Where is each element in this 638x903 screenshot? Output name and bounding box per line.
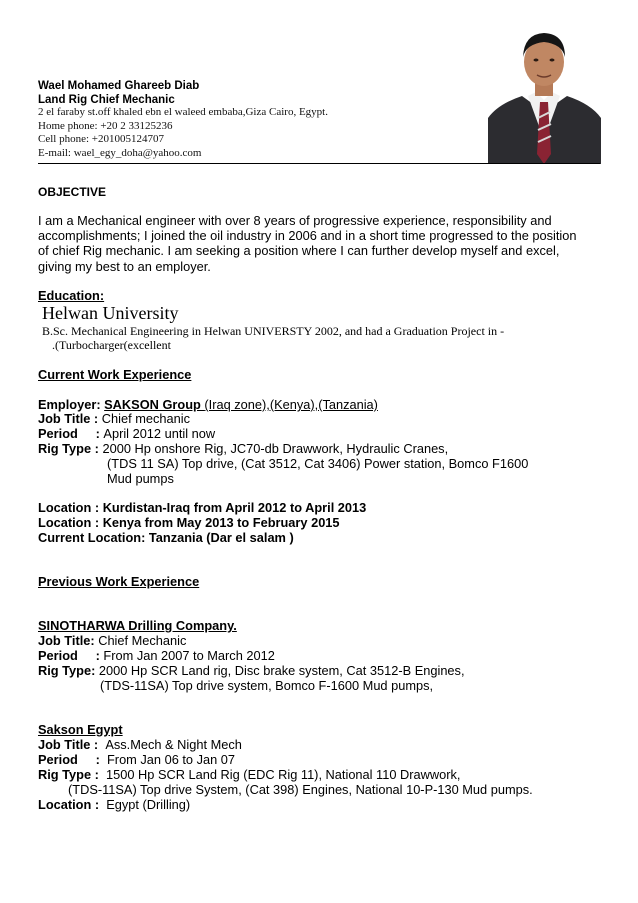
sino-period-value: From Jan 2007 to March 2012 xyxy=(103,648,275,663)
education-heading: Education: xyxy=(38,288,105,303)
job-title-line xyxy=(38,411,190,426)
objective-line: I am a Mechanical engineer with over 8 years of progressive experience, responsibility and xyxy=(38,213,552,228)
se-period-value: From Jan 06 to Jan 07 xyxy=(106,752,236,767)
se-location-value: Egypt (Drilling) xyxy=(106,797,191,812)
employer-name: SAKSON Group xyxy=(104,397,205,412)
job-title-label: Job Title : xyxy=(38,411,102,426)
sino-period-label: Period : xyxy=(38,648,104,663)
previous-work-heading: Previous Work Experience xyxy=(38,574,200,589)
employer-label: Employer: xyxy=(38,397,105,412)
rig-type-line-2: (TDS 11 SA) Top drive, (Cat 3512, Cat 3406) Power station, Bomco F1600 xyxy=(107,456,529,471)
header-divider xyxy=(38,163,600,164)
current-work-heading: Current Work Experience xyxy=(38,367,192,382)
job-title-header: Land Rig Chief Mechanic xyxy=(38,94,175,106)
home-phone: Home phone: +20 2 33125236 xyxy=(38,119,173,132)
sino-rig-line xyxy=(38,663,465,678)
objective-line: accomplishments; I joined the oil industry in 2006 and in a short time progressed to the position xyxy=(38,228,577,244)
rig-type-value: 2000 Hp onshore Rig, JC70-db Drawwork, Hydraulic Cranes, xyxy=(102,441,449,456)
objective-line: giving my best to an employer. xyxy=(38,258,211,274)
job-title-value: Chief mechanic xyxy=(101,411,190,426)
rig-type-label: Rig Type : xyxy=(38,441,103,456)
period-label: Period : xyxy=(38,426,104,441)
rig-type-line-3: Mud pumps xyxy=(107,471,174,486)
period-value: April 2012 until now xyxy=(103,426,216,441)
degree-line: B.Sc. Mechanical Engineering in Helwan UNIVERSTY 2002, and had a Graduation Project in - xyxy=(42,324,505,338)
portrait-icon xyxy=(488,22,601,164)
company-sinotharwa: SINOTHARWA Drilling Company. xyxy=(38,618,237,633)
applicant-name: Wael Mohamed Ghareeb Diab xyxy=(38,80,200,92)
profile-photo xyxy=(488,22,601,164)
objective-line: of chief Rig mechanic. I am seeking a position where I can further develop myself and excel, xyxy=(38,243,560,259)
sino-period-line xyxy=(38,648,275,663)
objective-heading: OBJECTIVE xyxy=(38,185,107,199)
se-job-line xyxy=(38,737,242,752)
location-1: Location : Kurdistan-Iraq from April 2012 to April 2013 xyxy=(38,500,367,515)
sino-job-label: Job Title: xyxy=(38,633,99,648)
period-line xyxy=(38,426,215,441)
current-location: Current Location: Tanzania (Dar el salam ) xyxy=(38,530,294,545)
se-period-label: Period : xyxy=(38,752,107,767)
sino-job-value: Chief Mechanic xyxy=(98,633,187,648)
university-name: Helwan University xyxy=(42,303,179,323)
sino-rig-line-2: (TDS-11SA) Top drive system, Bomco F-1600 Mud pumps, xyxy=(100,678,434,693)
se-rig-line xyxy=(38,767,460,782)
address: 2 el faraby st.off khaled ebn el waleed embaba,Giza Cairo, Egypt. xyxy=(38,106,328,118)
company-sakson-egypt: Sakson Egypt xyxy=(38,722,123,737)
cell-phone: Cell phone: +201005124707 xyxy=(38,133,164,145)
se-location-line xyxy=(38,797,190,812)
location-2: Location : Kenya from May 2013 to February 2015 xyxy=(38,515,340,530)
sino-rig-value: 2000 Hp SCR Land rig, Disc brake system, Cat 3512-B Engines, xyxy=(98,663,465,678)
objective-text xyxy=(38,213,598,274)
se-job-value: Ass.Mech & Night Mech xyxy=(105,737,242,752)
rig-type-line xyxy=(38,441,448,456)
se-job-label: Job Title : xyxy=(38,737,106,752)
employer-line xyxy=(38,397,378,412)
email: E-mail: wael_egy_doha@yahoo.com xyxy=(38,146,202,159)
se-rig-line-2: (TDS-11SA) Top drive System, (Cat 398) Engines, National 10-P-130 Mud pumps. xyxy=(68,782,533,797)
se-location-label: Location : xyxy=(38,797,107,812)
se-rig-label: Rig Type : xyxy=(38,767,107,782)
se-rig-value: 1500 Hp SCR Land Rig (EDC Rig 11), National 110 Drawwork, xyxy=(106,767,461,782)
se-period-line xyxy=(38,752,235,767)
sino-job-line xyxy=(38,633,186,648)
employer-zones: (Iraq zone),(Kenya),(Tanzania) xyxy=(204,397,378,412)
project-line: .(Turbocharger(excellent xyxy=(52,338,171,352)
sino-rig-label: Rig Type: xyxy=(38,663,99,678)
